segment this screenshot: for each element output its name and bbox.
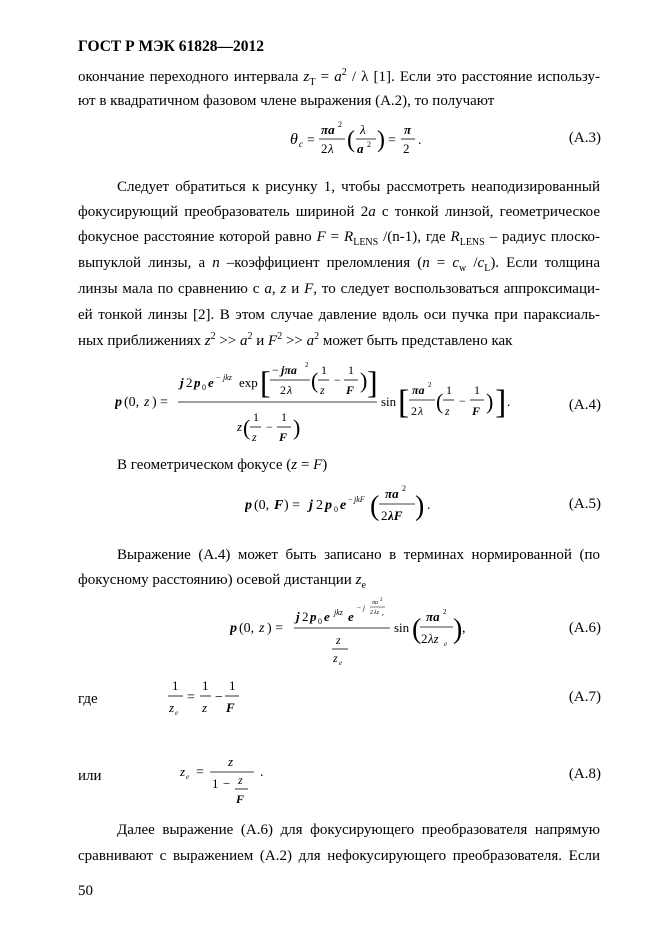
svg-text:): ) — [415, 491, 425, 522]
svg-text:.: . — [507, 395, 511, 410]
svg-text:z: z — [237, 419, 243, 434]
svg-text:F: F — [274, 498, 284, 513]
paragraph-line: Следует обратиться к рисунку 1, чтобы рассмотреть неаподизированный — [117, 179, 600, 195]
svg-text:.: . — [418, 133, 422, 148]
svg-text:) =: ) = — [284, 498, 301, 513]
svg-text:−: − — [216, 373, 221, 382]
svg-text:.: . — [260, 765, 264, 780]
paragraph-line: Выражение (А.4) может быть записано в терминах нормированной (по — [117, 547, 600, 563]
svg-text:2: 2 — [338, 120, 342, 129]
label-where: где — [78, 691, 98, 707]
svg-text:2: 2 — [367, 140, 371, 149]
svg-text:−: − — [215, 690, 223, 705]
svg-text:e: e — [208, 375, 214, 390]
svg-text:2: 2 — [421, 631, 428, 646]
svg-text:F: F — [279, 430, 288, 444]
paragraph-line: фокусное расстояние которой равно $F = R_{LENS}$ /(n-1), где $R_{LENS}$ – радиус плоско- — [78, 229, 600, 248]
paragraph-line: ных приближениях $z^2 >> a^2$ и $F^2 >> a^2$ может быть представлено как — [78, 331, 513, 349]
document-header: ГОСТ Р МЭК 61828—2012 — [78, 38, 264, 55]
svg-text:z: z — [252, 430, 257, 444]
svg-text:e: e — [186, 773, 190, 781]
svg-text:j: j — [296, 609, 300, 624]
equation-number: (А.4) — [568, 397, 601, 413]
svg-text:2: 2 — [186, 375, 193, 390]
svg-text:(: ( — [243, 415, 251, 440]
svg-text:2: 2 — [443, 608, 447, 616]
svg-text:=: = — [388, 133, 396, 148]
svg-text:0: 0 — [202, 383, 206, 392]
svg-text:z: z — [180, 764, 186, 779]
svg-text:F: F — [472, 404, 481, 418]
svg-text:2: 2 — [403, 141, 410, 156]
svg-text:(: ( — [311, 368, 319, 393]
svg-text:sin: sin — [381, 394, 397, 409]
svg-text:θ: θ — [290, 131, 298, 148]
svg-text:p: p — [310, 609, 317, 624]
svg-text:2: 2 — [316, 498, 323, 513]
svg-text:,: , — [462, 621, 466, 636]
svg-text:2: 2 — [428, 381, 432, 389]
equation-number: (А.5) — [568, 496, 601, 512]
svg-text:jkF: jkF — [354, 495, 365, 504]
equation-a5 — [245, 478, 435, 528]
equation-a4 — [115, 355, 515, 447]
svg-text:2: 2 — [402, 484, 406, 493]
svg-text:e: e — [444, 640, 448, 648]
svg-text:): ) — [453, 614, 463, 645]
svg-text:): ) — [377, 127, 385, 153]
svg-text:) =: ) = — [267, 621, 284, 636]
svg-text:z: z — [336, 633, 341, 647]
svg-text:sin: sin — [394, 620, 410, 635]
svg-text:1: 1 — [229, 678, 236, 693]
paragraph-line: окончание переходного интервала $z_T = a^2 / \lambda$ [1]. Если это расстояние использу- — [78, 67, 600, 88]
svg-text:(: ( — [347, 127, 355, 153]
equation-number: (А.3) — [568, 130, 601, 146]
svg-text:[: [ — [398, 384, 410, 421]
page-number: 50 — [78, 883, 93, 899]
svg-text:1: 1 — [202, 678, 209, 693]
svg-text:jkz: jkz — [334, 608, 343, 617]
svg-text:1: 1 — [212, 776, 219, 791]
equation-a8 — [180, 752, 280, 808]
svg-text:z: z — [202, 700, 208, 715]
svg-text:exp: exp — [239, 375, 258, 390]
svg-text:e: e — [175, 709, 179, 717]
svg-text:z: z — [445, 404, 450, 418]
svg-text:(: ( — [370, 491, 380, 522]
equation-a6 — [230, 594, 470, 666]
svg-text:1: 1 — [281, 410, 287, 424]
label-or: или — [78, 768, 102, 784]
svg-text:e: e — [340, 498, 347, 513]
svg-text:z: z — [333, 651, 338, 665]
svg-text:e: e — [339, 659, 343, 666]
svg-text:(0,: (0, — [254, 498, 270, 513]
paragraph-line: ют в квадратичном фазовом члене выражения (А.2), то получают — [78, 93, 495, 109]
svg-text:z: z — [144, 395, 150, 410]
svg-text:=: = — [307, 133, 315, 148]
paragraph-line: сравнивают с выражением (А.2) для нефокусирующего преобразователя. Если — [78, 848, 600, 864]
svg-text:p: p — [325, 498, 332, 513]
svg-text:1: 1 — [253, 410, 259, 424]
svg-text:z: z — [238, 773, 243, 787]
paragraph-line: фокусному расстоянию) осевой дистанции $z_e$ — [78, 572, 366, 591]
equation-number: (А.6) — [568, 620, 601, 636]
svg-text:=: = — [196, 765, 204, 780]
svg-text:−: − — [334, 373, 341, 387]
svg-text:λF: λF — [388, 508, 403, 523]
svg-text:e: e — [348, 609, 354, 624]
svg-text:p: p — [115, 395, 122, 410]
svg-text:πa: πa — [385, 486, 399, 501]
svg-text:πa: πa — [426, 609, 440, 624]
svg-text:) =: ) = — [152, 395, 169, 410]
svg-text:=: = — [187, 690, 195, 705]
svg-text:1: 1 — [446, 383, 452, 397]
svg-text:]: ] — [367, 364, 378, 400]
paragraph-line: В геометрическом фокусе (z = F) — [117, 457, 328, 473]
svg-text:π: π — [404, 122, 412, 137]
svg-text:F: F — [226, 700, 235, 715]
svg-text:2: 2 — [411, 404, 417, 418]
paragraph-line: ей тонкой линзы [2]. В этом случае давление вдоль оси пучка при параксиаль- — [78, 307, 600, 323]
svg-text:2: 2 — [370, 610, 373, 616]
svg-text:πa: πa — [372, 600, 379, 606]
svg-text:j: j — [309, 498, 313, 513]
svg-text:λ: λ — [418, 404, 424, 418]
equation-a7 — [165, 674, 255, 720]
svg-text:j: j — [363, 604, 365, 612]
svg-text:jkz: jkz — [223, 373, 232, 382]
svg-text:(0,: (0, — [239, 621, 255, 636]
svg-text:1: 1 — [474, 383, 480, 397]
svg-text:(: ( — [412, 614, 422, 645]
svg-text:z: z — [228, 754, 234, 769]
svg-text:1: 1 — [348, 363, 354, 377]
svg-text:πa: πa — [321, 122, 335, 137]
svg-text:F: F — [346, 383, 355, 397]
svg-text:j: j — [180, 375, 184, 390]
svg-text:2: 2 — [380, 598, 383, 603]
svg-text:e: e — [382, 612, 384, 617]
svg-text:a: a — [357, 141, 364, 156]
svg-text:−: − — [266, 420, 273, 434]
svg-text:z: z — [169, 700, 175, 715]
svg-text:0: 0 — [334, 505, 338, 514]
equation-number: (А.8) — [568, 766, 601, 782]
svg-text:2: 2 — [305, 361, 309, 369]
svg-text:F: F — [236, 792, 245, 806]
svg-text:1: 1 — [321, 363, 327, 377]
svg-text:.: . — [427, 498, 431, 513]
svg-text:2: 2 — [321, 141, 328, 156]
svg-text:[: [ — [260, 364, 271, 400]
svg-text:−: − — [348, 495, 353, 504]
svg-text:): ) — [293, 415, 301, 440]
svg-text:−: − — [272, 363, 279, 377]
svg-text:z: z — [259, 621, 265, 636]
svg-text:p: p — [245, 498, 252, 513]
equation-a3 — [290, 118, 450, 160]
svg-text:p: p — [194, 375, 201, 390]
svg-text:): ) — [486, 389, 494, 414]
svg-text:λ: λ — [287, 383, 293, 397]
svg-text:2: 2 — [381, 508, 388, 523]
svg-text:p: p — [230, 621, 237, 636]
svg-text:2: 2 — [302, 609, 309, 624]
svg-text:0: 0 — [318, 617, 322, 626]
svg-text:): ) — [360, 368, 368, 393]
svg-text:−: − — [357, 604, 361, 612]
svg-text:z: z — [320, 383, 325, 397]
svg-text:1: 1 — [172, 678, 179, 693]
paragraph-line: Далее выражение (А.6) для фокусирующего преобразователя напрямую — [117, 822, 600, 838]
svg-text:λ: λ — [328, 141, 334, 156]
svg-text:]: ] — [495, 384, 507, 421]
svg-text:(0,: (0, — [124, 395, 140, 410]
svg-text:−: − — [459, 394, 466, 408]
svg-text:(: ( — [436, 389, 444, 414]
svg-text:2: 2 — [280, 383, 286, 397]
svg-text:e: e — [324, 609, 330, 624]
svg-text:c: c — [299, 139, 303, 149]
paragraph-line: линзы мала по сравнению с a, z и F, то следует воспользоваться аппроксимаци- — [78, 281, 600, 297]
svg-text:λz: λz — [428, 631, 439, 646]
svg-text:λ: λ — [360, 122, 366, 137]
svg-text:−: − — [223, 776, 231, 791]
svg-text:πa: πa — [412, 383, 425, 397]
svg-text:jπa: jπa — [281, 363, 297, 377]
paragraph-line: фокусирующий преобразователь шириной 2a с тонкой линзой, геометрическое — [78, 204, 600, 220]
svg-text:λz: λz — [374, 610, 379, 616]
paragraph-line: выпуклой линзы, а n –коэффициент преломления ($n = c_w$ $/c_L$). Если толщина — [78, 255, 600, 274]
equation-number: (А.7) — [568, 689, 601, 705]
